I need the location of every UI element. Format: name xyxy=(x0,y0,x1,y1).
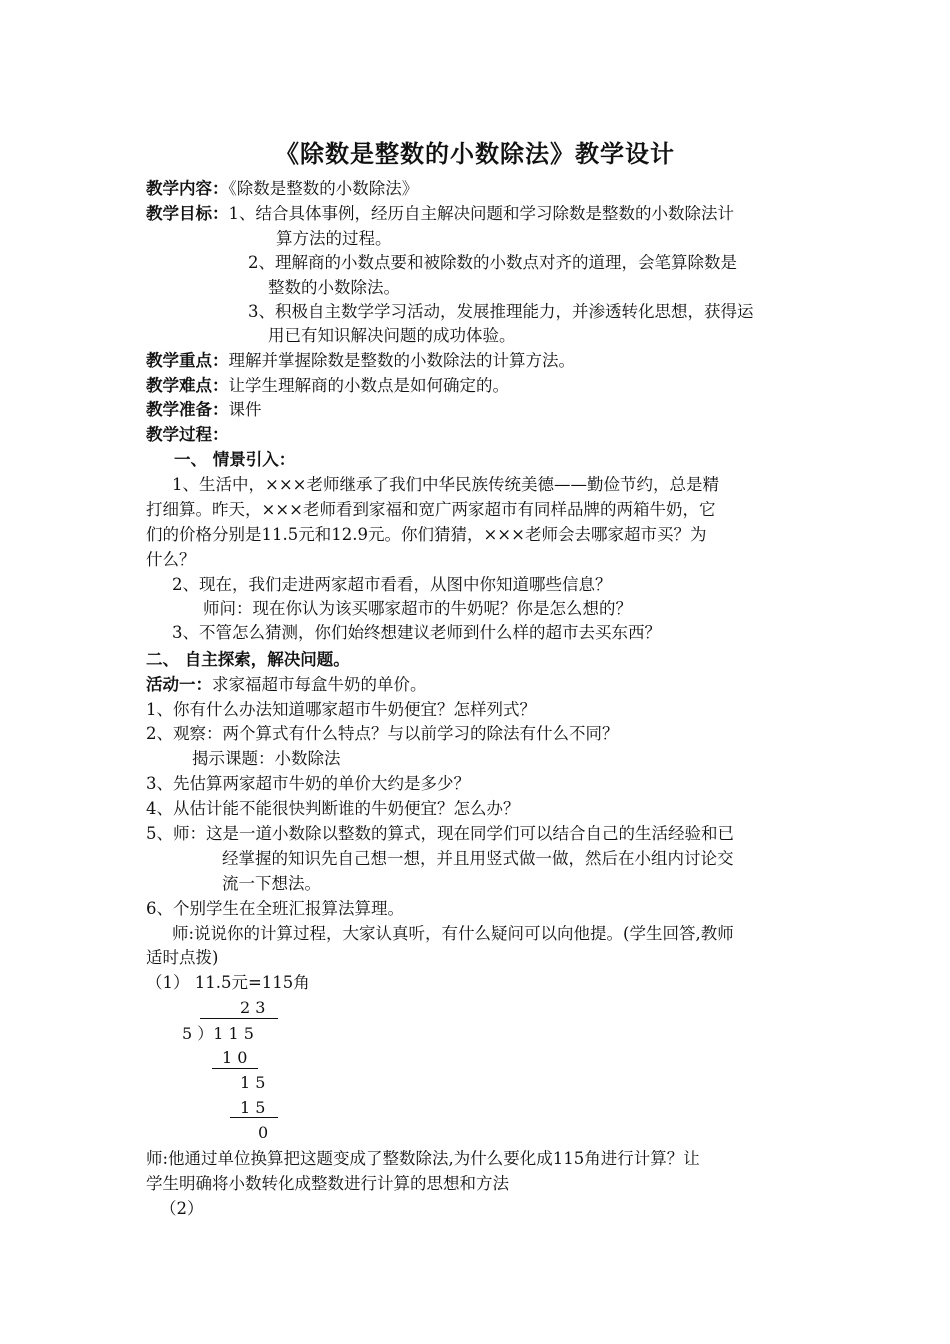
page-title: 《除数是整数的小数除法》教学设计 xyxy=(275,139,675,168)
teacher-note-a: 师:他通过单位换算把这题变成了整数除法,为什么要化成115角进行计算？让 xyxy=(146,1149,700,1168)
section1-p1a: 1、生活中，×××老师继承了我们中华民族传统美德——勤俭节约，总是精 xyxy=(172,475,719,494)
section1-heading: 一、 情景引入： xyxy=(174,450,296,469)
process-label: 教学过程： xyxy=(146,425,229,444)
section1-p3: 3、不管怎么猜测，你们始终想建议老师到什么样的超市去买东西？ xyxy=(172,623,661,642)
step-rule-2 xyxy=(230,1117,278,1118)
goal-2b: 整数的小数除法。 xyxy=(268,278,400,297)
section1-p1d: 什么？ xyxy=(146,550,196,569)
goal-3a: 3、积极自主数学学习活动，发展推理能力，并渗透转化思想，获得运 xyxy=(248,302,754,321)
teacher-note-b: 学生明确将小数转化成整数进行计算的思想和方法 xyxy=(146,1174,509,1193)
section2-q6tb: 适时点拨) xyxy=(146,948,219,967)
goal-1a: 1、结合具体事例，经历自主解决问题和学习除数是整数的小数除法计 xyxy=(228,204,734,223)
prep-row xyxy=(146,398,262,422)
step-rule-1 xyxy=(212,1068,258,1069)
section1-p1b: 打细算。昨天，×××老师看到家福和宽广两家超市有同样品牌的两箱牛奶，它 xyxy=(146,500,716,519)
goal-row-1a xyxy=(146,202,734,226)
calc2-label: （2） xyxy=(160,1199,204,1218)
section2-q5c: 流一下想法。 xyxy=(222,874,321,893)
goal-2a: 2、理解商的小数点要和被除数的小数点对齐的道理，会笔算除数是 xyxy=(248,253,737,272)
section2-q5a: 5、师：这是一道小数除以整数的算式，现在同学们可以结合自己的生活经验和已 xyxy=(146,824,734,843)
section2-heading: 二、 自主探索，解决问题。 xyxy=(146,650,350,669)
key-value: 理解并掌握除数是整数的小数除法的计算方法。 xyxy=(228,351,575,370)
step-bring-down: 1 5 xyxy=(240,1073,266,1092)
section2-q6ta: 师:说说你的计算过程，大家认真听，有什么疑问可以向他提。(学生回答,教师 xyxy=(172,924,734,943)
key-label: 教学重点： xyxy=(146,351,229,370)
section2-q4: 4、从估计能不能很快判断谁的牛奶便宜？怎么办？ xyxy=(146,799,520,818)
prep-value: 课件 xyxy=(228,400,262,419)
difficulty-row xyxy=(146,374,509,398)
section1-p1c: 们的价格分别是11.5元和12.9元。你们猜猜，×××老师会去哪家超市买？为 xyxy=(146,525,707,544)
goal-1b: 算方法的过程。 xyxy=(276,229,392,248)
calc1-label: （1） 11.5元=115角 xyxy=(146,973,310,992)
goal-3b: 用已有知识解决问题的成功体验。 xyxy=(268,326,516,345)
prep-label: 教学准备： xyxy=(146,400,229,419)
divisor-dividend: 5 ）1 1 5 xyxy=(182,1024,254,1043)
section2-q5b: 经掌握的知识先自己想一想，并且用竖式做一做，然后在小组内讨论交 xyxy=(222,849,734,868)
section2-q3: 3、先估算两家超市牛奶的单价大约是多少？ xyxy=(146,774,470,793)
activity-label: 活动一： xyxy=(146,675,212,694)
section2-q2b: 揭示课题：小数除法 xyxy=(192,749,341,768)
content-row xyxy=(146,177,418,201)
section2-q1: 1、你有什么办法知道哪家超市牛奶便宜？怎样列式？ xyxy=(146,700,536,719)
difficulty-label: 教学难点： xyxy=(146,376,229,395)
section2-q2: 2、观察：两个算式有什么特点？与以前学习的除法有什么不同？ xyxy=(146,724,619,743)
quotient: 2 3 xyxy=(240,998,266,1017)
key-row xyxy=(146,349,575,373)
activity-row xyxy=(146,673,427,697)
difficulty-value: 让学生理解商的小数点是如何确定的。 xyxy=(228,376,509,395)
division-bar xyxy=(200,1018,278,1019)
activity-value: 求家福超市每盒牛奶的单价。 xyxy=(212,675,427,694)
section1-p2: 2、现在，我们走进两家超市看看，从图中你知道哪些信息？ xyxy=(172,575,612,594)
section1-p2q: 师问：现在你认为该买哪家超市的牛奶呢？你是怎么想的？ xyxy=(203,599,632,618)
section2-q6: 6、个别学生在全班汇报算法算理。 xyxy=(146,899,404,918)
goal-label: 教学目标： xyxy=(146,204,229,223)
step-subtract-1: 1 0 xyxy=(222,1048,248,1067)
remainder: 0 xyxy=(258,1123,269,1142)
step-subtract-2: 1 5 xyxy=(240,1098,266,1117)
content-label: 教学内容： xyxy=(146,179,229,198)
content-value: 《除数是整数的小数除法》 xyxy=(228,179,419,198)
